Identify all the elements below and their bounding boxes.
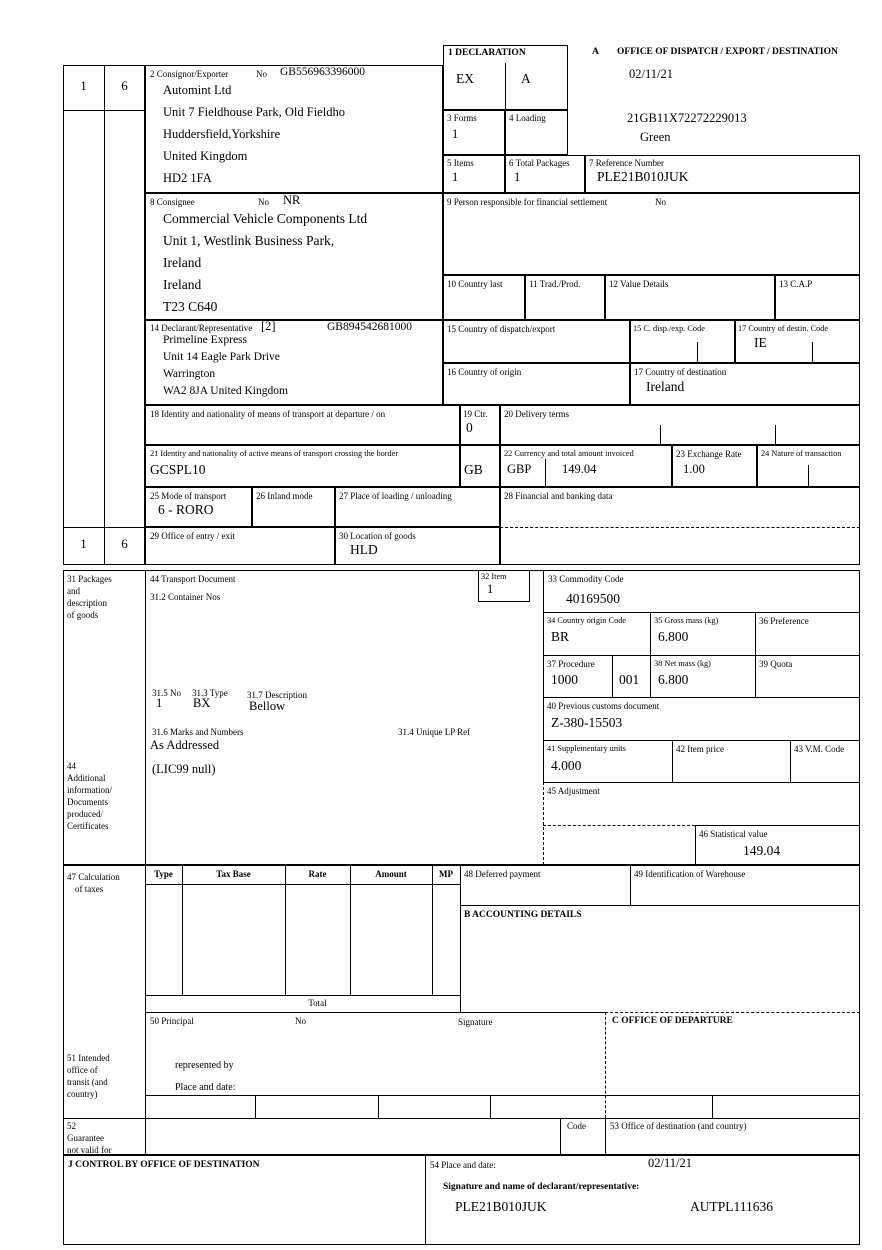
declarant-address-line: Warrington <box>163 368 216 380</box>
box27-label: 27 Place of loading / unloading <box>339 491 452 501</box>
exchange-rate-value: 1.00 <box>683 462 705 476</box>
grid-line <box>145 570 146 865</box>
grid-line <box>63 527 145 528</box>
grid-line <box>490 1095 491 1118</box>
sectionJ-label: J CONTROL BY OFFICE OF DESTINATION <box>68 1160 260 1170</box>
grid-line <box>605 1118 606 1155</box>
grid-line <box>695 825 860 826</box>
box1-label: 1 DECLARATION <box>448 48 526 58</box>
box44-side-label: Certificates <box>67 821 109 831</box>
grid-line <box>660 425 661 445</box>
grid-line <box>145 884 460 885</box>
box31-side-label: 31 Packages <box>67 574 112 584</box>
box15a-label: 15 C. disp./exp. Code <box>633 324 705 333</box>
box25-label: 25 Mode of transport <box>150 491 227 501</box>
destination-code-value: IE <box>754 335 767 350</box>
box50-label: 50 Principal <box>150 1016 194 1026</box>
box48-label: 48 Deferred payment <box>464 869 541 879</box>
consignee-eori: NR <box>283 193 301 207</box>
marks-numbers-label: 31.6 Marks and Numbers <box>152 727 244 737</box>
packages-no-label: 31.5 No <box>152 688 181 698</box>
active-transport-id: GCSPL10 <box>150 462 206 477</box>
consignor-postcode: HD2 1FA <box>163 171 212 185</box>
box51-side-label: country) <box>67 1089 98 1099</box>
box52-side-label: 52 <box>67 1121 76 1131</box>
consignee-name: Commercial Vehicle Components Ltd <box>163 211 368 226</box>
box16-label: 16 Country of origin <box>447 367 522 377</box>
box35-label: 35 Gross mass (kg) <box>654 616 719 625</box>
box22-label: 22 Currency and total amount invoiced <box>504 449 634 458</box>
box24-label: 24 Nature of transaction <box>761 449 842 458</box>
additional-info-value: (LIC99 null) <box>152 762 216 776</box>
box44-side-label: information/ <box>67 785 112 795</box>
box4-label: 4 Loading <box>509 113 546 123</box>
copy-number: 6 <box>121 78 128 93</box>
grid-line <box>460 905 860 906</box>
box51-side-label: office of <box>67 1065 98 1075</box>
box50-no-label: No <box>295 1016 306 1026</box>
box44-transport-doc-label: 44 Transport Document <box>150 574 236 584</box>
sectionB-label: B ACCOUNTING DETAILS <box>464 910 582 920</box>
box51-side-label: 51 Intended <box>67 1053 110 1063</box>
box9-label: 9 Person responsible for financial settlement <box>447 197 608 207</box>
grid-line <box>145 995 460 996</box>
origin-code-value: BR <box>551 629 570 644</box>
represented-by-label: represented by <box>175 1060 234 1071</box>
box17a-label: 17 Country of destin. Code <box>738 324 829 333</box>
taxes-header-tax-base: Tax Base <box>216 869 251 879</box>
grid-line <box>545 459 546 487</box>
box2-label: 2 Consignor/Exporter <box>150 69 229 79</box>
commodity-code-value: 40169500 <box>566 591 620 606</box>
grid-line <box>612 655 613 697</box>
authorisation-code-value: AUTPL111636 <box>690 1199 773 1214</box>
box8-no-label: No <box>258 197 269 207</box>
box34-label: 34 Country origin Code <box>547 616 627 625</box>
taxes-header-type: Type <box>154 869 173 879</box>
grid-line <box>104 65 105 565</box>
goods-location-value: HLD <box>350 542 378 557</box>
copy-number: 1 <box>80 536 87 551</box>
box19-label: 19 Ctr. <box>463 409 488 419</box>
box33-label: 33 Commodity Code <box>548 574 624 584</box>
sectionC-label: C OFFICE OF DEPARTURE <box>612 1016 733 1026</box>
item-number-value: 1 <box>487 582 494 596</box>
box53-label: 53 Office of destination (and country) <box>610 1121 747 1131</box>
total-packages-value: 1 <box>514 170 521 184</box>
mrn-value: 21GB11X72272229013 <box>627 111 747 125</box>
box29-label: 29 Office of entry / exit <box>150 531 236 541</box>
consignor-eori: GB556963396000 <box>280 66 365 78</box>
destination-country-value: Ireland <box>646 379 685 394</box>
copy-number: 1 <box>80 78 87 93</box>
box36-label: 36 Preference <box>759 616 809 626</box>
grid-line <box>672 740 673 782</box>
box42-label: 42 Item price <box>676 744 724 754</box>
box26-label: 26 Inland mode <box>256 491 313 501</box>
declaration-subtype-value: A <box>521 71 531 86</box>
box30-label: 30 Location of goods <box>339 531 416 541</box>
consignee-postcode: T23 C640 <box>163 299 218 314</box>
grid-line <box>605 1012 606 1118</box>
declarant-name: Primeline Express <box>163 334 247 346</box>
box8-label: 8 Consignee <box>150 197 195 207</box>
grid-line <box>560 1118 561 1155</box>
unique-lp-ref-label: 31.4 Unique LP Ref <box>398 727 471 737</box>
grid-line <box>145 1095 860 1096</box>
box44-side-label: 44 <box>67 761 76 771</box>
consignee-address-line: Unit 1, Westlink Business Park, <box>163 233 335 248</box>
consignor-country: United Kingdom <box>163 149 248 163</box>
grid-line <box>630 865 631 905</box>
officeA-date: 02/11/21 <box>629 67 673 81</box>
box40-label: 40 Previous customs document <box>547 701 660 711</box>
box31-side-label: description <box>67 598 107 608</box>
currency-value: GBP <box>507 462 532 476</box>
box9-no-label: No <box>655 197 666 207</box>
declaration-type-value: EX <box>456 71 474 86</box>
gross-mass-value: 6.800 <box>658 629 689 644</box>
box45-label: 45 Adjustment <box>547 786 600 796</box>
items-value: 1 <box>452 170 459 184</box>
box41-label: 41 Supplementary units <box>547 744 626 753</box>
declarant-eori: GB894542681000 <box>327 321 412 333</box>
grid-line <box>605 1012 860 1013</box>
box44-side-label: Additional <box>67 773 106 783</box>
grid-line <box>775 425 776 445</box>
box23-label: 23 Exchange Rate <box>676 449 742 459</box>
procedure-subcode-value: 001 <box>619 672 640 687</box>
consignee-address-line: Ireland <box>163 255 202 270</box>
supplementary-units-value: 4.000 <box>551 758 582 773</box>
declarant-code: [2] <box>261 319 276 333</box>
box38-label: 38 Net mass (kg) <box>654 659 711 668</box>
grid-line <box>378 1095 379 1118</box>
grid-line <box>812 342 813 363</box>
grid-line <box>697 342 698 363</box>
box52-side-label: Guarantee <box>67 1133 104 1143</box>
grid-line <box>63 1118 860 1119</box>
ctr-value: 0 <box>466 420 473 435</box>
declarant-reference-value: PLE21B010JUK <box>455 1199 547 1214</box>
grid-line <box>543 612 860 613</box>
box44-side-label: produced/ <box>67 809 103 819</box>
goods-description-value: Bellow <box>249 699 286 713</box>
box14-label: 14 Declarant/Representative <box>150 323 253 333</box>
place-date-value: 02/11/21 <box>648 1156 692 1170</box>
box50-signature-label: Signature <box>458 1017 493 1027</box>
box32-label: 32 Item <box>481 572 507 581</box>
grid-line <box>712 1095 713 1118</box>
officeA-letter: A <box>592 47 599 57</box>
box52-code-label: Code <box>567 1121 586 1131</box>
box13-label: 13 C.A.P <box>779 279 813 289</box>
box5-label: 5 Items <box>447 158 474 168</box>
grid-line <box>145 865 146 1155</box>
box6-label: 6 Total Packages <box>509 158 570 168</box>
packages-type-label: 31.3 Type <box>192 688 228 698</box>
box31-side-label: of goods <box>67 610 99 620</box>
packages-no-value: 1 <box>156 696 163 710</box>
goods-description-label: 31.7 Description <box>247 690 307 700</box>
box12-label: 12 Value Details <box>609 279 669 289</box>
grid-line <box>543 697 860 698</box>
box10-label: 10 Country last <box>447 279 503 289</box>
box3-label: 3 Forms <box>447 113 477 123</box>
grid-line <box>543 825 695 826</box>
taxes-total-label: Total <box>308 998 327 1008</box>
box31-side-label: and <box>67 586 80 596</box>
grid-line <box>543 740 860 741</box>
grid-line <box>460 865 461 1012</box>
grid-line <box>808 465 809 487</box>
consignor-address-line: Unit 7 Fieldhouse Park, Old Fieldho <box>163 105 345 119</box>
forms-value: 1 <box>452 127 459 141</box>
packages-type-value: BX <box>193 696 211 710</box>
box39-label: 39 Quota <box>759 659 793 669</box>
taxes-header-rate: Rate <box>308 869 327 879</box>
copy-number: 6 <box>121 536 128 551</box>
grid-line <box>145 1012 605 1013</box>
consignee-country: Ireland <box>163 277 202 292</box>
statistical-value: 149.04 <box>743 843 781 858</box>
marks-numbers-value: As Addressed <box>150 738 220 752</box>
grid-line <box>543 655 860 656</box>
box2-no-label: No <box>256 69 267 79</box>
box18-label: 18 Identity and nationality of means of transport at departure / on <box>150 409 386 419</box>
net-mass-value: 6.800 <box>658 672 689 687</box>
box47-side-label: of taxes <box>75 884 104 894</box>
box7-label: 7 Reference Number <box>589 158 664 168</box>
grid-line <box>695 825 696 865</box>
box46-label: 46 Statistical value <box>699 829 768 839</box>
box49-label: 49 Identification of Warehouse <box>634 869 746 879</box>
officeA-title: OFFICE OF DISPATCH / EXPORT / DESTINATION <box>617 47 838 57</box>
reference-number-value: PLE21B010JUK <box>597 169 689 184</box>
grid-line <box>505 63 506 110</box>
box17-label: 17 Country of destination <box>634 367 727 377</box>
grid-line <box>543 782 860 783</box>
procedure-code-value: 1000 <box>551 672 578 687</box>
consignor-address-line: Huddersfield,Yorkshire <box>163 127 281 141</box>
grid-line <box>425 1155 426 1245</box>
declarant-postcode: WA2 8JA United Kingdom <box>163 385 288 397</box>
box20-label: 20 Delivery terms <box>504 409 569 419</box>
grid-line <box>543 782 544 865</box>
grid-line <box>63 110 145 111</box>
item-section <box>63 570 860 865</box>
taxes-header-mp: MP <box>439 869 453 879</box>
grid-line <box>500 527 860 528</box>
routing-value: Green <box>640 130 671 144</box>
box43-label: 43 V.M. Code <box>794 744 845 754</box>
declarant-signature-label: Signature and name of declarant/representative: <box>443 1182 640 1192</box>
box21-label: 21 Identity and nationality of active means of transport crossing the border <box>150 449 399 458</box>
box11-label: 11 Trad./Prod. <box>529 279 581 289</box>
box37-label: 37 Procedure <box>547 659 595 669</box>
active-transport-nationality: GB <box>464 462 483 477</box>
taxes-header-amount: Amount <box>375 869 407 879</box>
box52-side-label: not valid for <box>67 1145 112 1155</box>
consignor-name: Automint Ltd <box>163 83 232 97</box>
grid-line <box>543 570 544 782</box>
grid-line <box>255 1095 256 1118</box>
invoice-amount-value: 149.04 <box>562 462 597 476</box>
box44-side-label: Documents <box>67 797 108 807</box>
declarant-address-line: Unit 14 Eagle Park Drive <box>163 351 280 363</box>
place-date-label: Place and date: <box>175 1082 236 1093</box>
grid-line <box>790 740 791 782</box>
box15-label: 15 Country of dispatch/export <box>447 324 556 334</box>
box51-side-label: transit (and <box>67 1077 108 1087</box>
container-nos-label: 31.2 Container Nos <box>150 592 221 602</box>
previous-document-value: Z-380-15503 <box>551 715 623 730</box>
transport-mode-value: 6 - RORO <box>158 502 214 517</box>
box28-label: 28 Financial and banking data <box>504 491 613 501</box>
box54-label: 54 Place and date: <box>430 1160 496 1170</box>
box47-side-label: 47 Calculation <box>67 872 120 882</box>
